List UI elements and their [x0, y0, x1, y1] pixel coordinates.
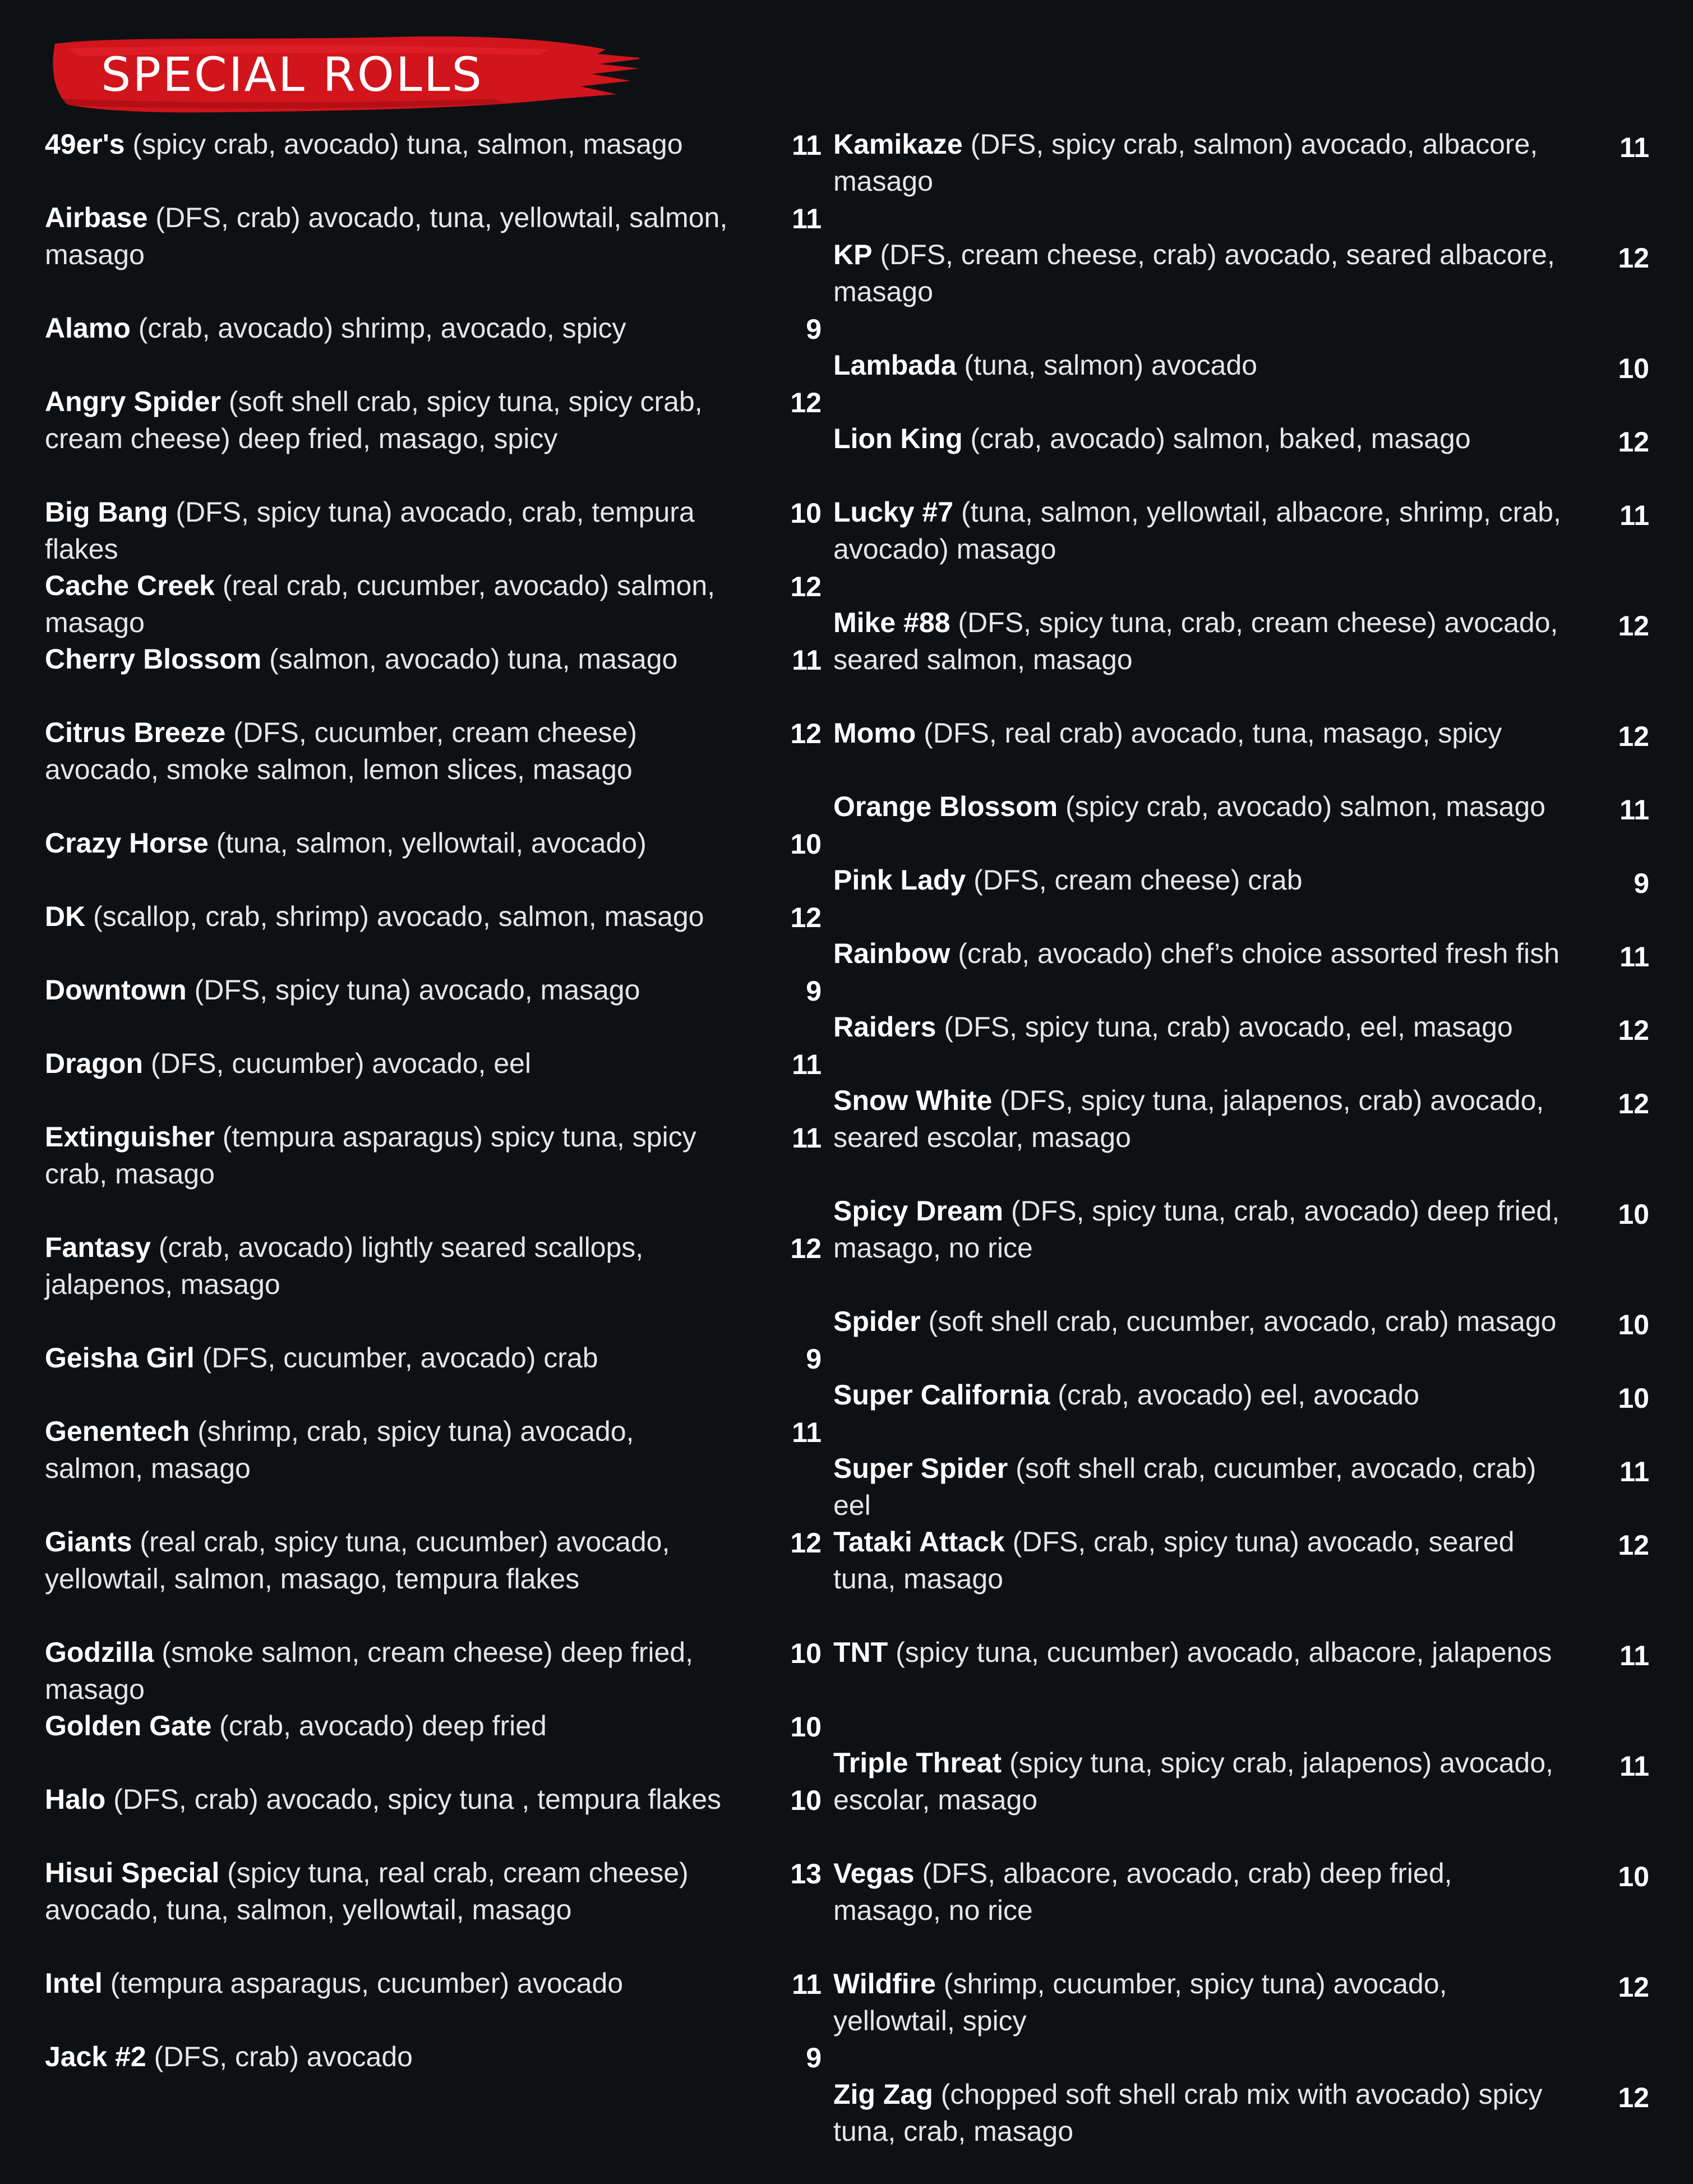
- menu-item: [833, 1376, 1649, 1413]
- item-description: (spicy tuna, cucumber) avocado, albacore, jalapenos: [896, 1637, 1552, 1668]
- item-description: (DFS, cucumber) avocado, eel: [150, 1048, 531, 1079]
- item-price: 10: [790, 828, 822, 860]
- item-description: (tempura asparagus) spicy tuna, spicy crab, masago: [45, 1121, 696, 1190]
- menu-item: [833, 1744, 1649, 1818]
- item-name: Wildfire: [833, 1968, 936, 1999]
- menu-item: [833, 604, 1649, 678]
- item-price: 10: [1618, 1199, 1649, 1230]
- item-price: 11: [792, 1417, 822, 1448]
- item-price: 12: [790, 718, 822, 749]
- item-price: 10: [1618, 1309, 1649, 1340]
- item-description: (DFS, spicy tuna, crab) avocado, eel, masago: [944, 1011, 1513, 1043]
- item-name: Momo: [833, 717, 916, 749]
- item-name: Mike #88: [833, 607, 951, 638]
- item-description: (DFS, crab) avocado, spicy tuna , tempura flakes: [113, 1784, 722, 1815]
- item-name: Halo: [45, 1784, 106, 1815]
- item-price: 12: [1618, 1529, 1649, 1561]
- item-description: (crab, avocado) eel, avocado: [1058, 1379, 1419, 1411]
- menu-item: [45, 126, 822, 163]
- item-price: 11: [792, 1049, 822, 1080]
- item-description: (spicy tuna, spicy crab, jalapenos) avocado, escolar, masago: [833, 1747, 1553, 1816]
- item-name: Giants: [45, 1526, 132, 1558]
- item-name: Tataki Attack: [833, 1526, 1005, 1558]
- item-price: 12: [1618, 242, 1649, 274]
- item-description: (soft shell crab, cucumber, avocado, crab) masago: [928, 1306, 1557, 1337]
- item-description: (shrimp, crab, spicy tuna) avocado, salmon, masago: [45, 1416, 634, 1484]
- menu-item: [45, 971, 822, 1008]
- item-name: Geisha Girl: [45, 1342, 195, 1374]
- item-price: 11: [1620, 1456, 1649, 1487]
- item-price: 10: [790, 1785, 822, 1816]
- menu-item: [45, 1781, 822, 1818]
- menu-item: [833, 236, 1649, 310]
- item-name: Intel: [45, 1968, 103, 1999]
- item-price: 11: [1620, 132, 1649, 163]
- item-name: Spider: [833, 1306, 921, 1337]
- item-name: Jack #2: [45, 2041, 146, 2072]
- item-name: Cache Creek: [45, 570, 215, 601]
- item-name: Lucky #7: [833, 496, 954, 528]
- menu-item: [45, 1229, 822, 1303]
- item-description: (salmon, avocado) tuna, masago: [269, 643, 678, 675]
- item-description: (DFS, cream cheese, crab) avocado, seared albacore, masago: [833, 239, 1555, 307]
- item-price: 12: [1618, 721, 1649, 752]
- item-description: (DFS, crab, spicy tuna) avocado, seared tuna, masago: [833, 1526, 1515, 1595]
- menu-item: [45, 310, 822, 347]
- item-price: 11: [792, 130, 822, 161]
- item-description: (DFS, crab) avocado: [154, 2041, 413, 2072]
- item-description: (crab, avocado) lightly seared scallops, jalapenos, masago: [45, 1232, 644, 1300]
- item-description: (DFS, cucumber, cream cheese) avocado, smoke salmon, lemon slices, masago: [45, 717, 637, 785]
- item-description: (DFS, spicy tuna, crab, avocado) deep fried, masago, no rice: [833, 1195, 1560, 1264]
- item-name: Downtown: [45, 974, 187, 1006]
- item-description: (DFS, spicy tuna) avocado, crab, tempura flakes: [45, 496, 695, 565]
- menu-item: [833, 1855, 1649, 1929]
- menu-item: [833, 1634, 1649, 1671]
- item-name: Crazy Horse: [45, 827, 209, 859]
- menu-item: [45, 1965, 822, 2002]
- item-name: Cherry Blossom: [45, 643, 262, 675]
- item-description: (DFS, spicy tuna) avocado, masago: [194, 974, 640, 1006]
- item-price: 11: [792, 644, 822, 676]
- item-name: Golden Gate: [45, 1710, 212, 1741]
- item-price: 12: [1618, 426, 1649, 458]
- item-description: (DFS, real crab) avocado, tuna, masago, spicy: [924, 717, 1502, 749]
- item-description: (soft shell crab, cucumber, avocado, crab) eel: [833, 1453, 1537, 1521]
- item-description: (smoke salmon, cream cheese) deep fried, masago: [45, 1637, 694, 1705]
- menu-item: [45, 1339, 822, 1376]
- item-price: 9: [1634, 868, 1649, 899]
- item-name: Kamikaze: [833, 128, 963, 160]
- item-name: Pink Lady: [833, 864, 966, 896]
- menu-item: [833, 1450, 1649, 1524]
- item-price: 12: [790, 1233, 822, 1264]
- menu-item: [45, 383, 822, 457]
- item-description: (crab, avocado) chef’s choice assorted fresh fish: [958, 938, 1560, 969]
- item-description: (spicy crab, avocado) salmon, masago: [1065, 791, 1546, 822]
- item-price: 12: [790, 902, 822, 933]
- item-name: Vegas: [833, 1858, 915, 1889]
- item-description: (shrimp, cucumber, spicy tuna) avocado, yellowtail, spicy: [833, 1968, 1447, 2036]
- item-name: Super California: [833, 1379, 1050, 1411]
- item-price: 12: [790, 1527, 822, 1559]
- menu-item: [833, 2076, 1649, 2150]
- item-name: Raiders: [833, 1011, 937, 1043]
- item-name: Lambada: [833, 349, 957, 381]
- item-name: Spicy Dream: [833, 1195, 1003, 1227]
- menu-item: [833, 935, 1649, 972]
- section-title: SPECIAL ROLLS: [101, 47, 483, 102]
- menu-item: [833, 420, 1649, 457]
- item-description: (DFS, cream cheese) crab: [974, 864, 1303, 896]
- item-description: (DFS, spicy tuna, jalapenos, crab) avocado, seared escolar, masago: [833, 1085, 1544, 1153]
- item-description: (soft shell crab, spicy tuna, spicy crab, cream cheese) deep fried, masago, spicy: [45, 386, 703, 454]
- item-price: 12: [790, 571, 822, 602]
- menu-item: [45, 1523, 822, 1597]
- item-name: Rainbow: [833, 938, 951, 969]
- item-price: 9: [806, 1343, 822, 1375]
- item-name: Alamo: [45, 312, 131, 344]
- item-name: Fantasy: [45, 1232, 151, 1263]
- item-price: 11: [1620, 1750, 1649, 1782]
- item-description: (DFS, albacore, avocado, crab) deep fried, masago, no rice: [833, 1858, 1452, 1926]
- item-price: 10: [790, 1711, 822, 1743]
- item-name: Angry Spider: [45, 386, 221, 417]
- menu-item: [833, 126, 1649, 200]
- menu-item: [833, 861, 1649, 899]
- menu-item: [833, 1082, 1649, 1156]
- item-name: TNT: [833, 1637, 888, 1668]
- menu-item: [45, 567, 822, 641]
- item-price: 11: [792, 203, 822, 234]
- item-description: (real crab, cucumber, avocado) salmon, masago: [45, 570, 716, 638]
- item-price: 10: [790, 497, 822, 529]
- item-price: 11: [1620, 500, 1649, 531]
- item-description: (spicy tuna, real crab, cream cheese) avocado, tuna, salmon, yellowtail, masago: [45, 1857, 689, 1925]
- item-description: (DFS, crab) avocado, tuna, yellowtail, salmon, masago: [45, 202, 728, 270]
- item-name: Citrus Breeze: [45, 717, 226, 748]
- menu-item: [45, 1045, 822, 1082]
- item-description: (scallop, crab, shrimp) avocado, salmon, masago: [93, 901, 704, 932]
- item-name: Dragon: [45, 1048, 143, 1079]
- menu-item: [45, 824, 822, 861]
- menu-item: [833, 1192, 1649, 1266]
- item-description: (DFS, spicy tuna, crab, cream cheese) avocado, seared salmon, masago: [833, 607, 1558, 675]
- item-description: (tuna, salmon, yellowtail, albacore, shrimp, crab, avocado) masago: [833, 496, 1561, 565]
- item-price: 12: [1618, 1015, 1649, 1046]
- menu-item: [45, 1634, 822, 1708]
- menu-item: [833, 1965, 1649, 2039]
- item-price: 10: [1618, 1861, 1649, 1892]
- menu-item: [45, 1118, 822, 1192]
- item-price: 9: [806, 2042, 822, 2074]
- item-price: 11: [1620, 794, 1649, 826]
- item-price: 10: [1618, 353, 1649, 384]
- item-price: 11: [1620, 1640, 1649, 1671]
- item-name: Genentech: [45, 1416, 190, 1447]
- item-name: Airbase: [45, 202, 148, 233]
- item-price: 11: [1620, 941, 1649, 973]
- item-name: Lion King: [833, 423, 963, 454]
- item-description: (real crab, spicy tuna, cucumber) avocado, yellowtail, salmon, masago, tempura flakes: [45, 1526, 670, 1595]
- menu-item: [45, 494, 822, 568]
- item-name: Super Spider: [833, 1453, 1008, 1484]
- item-description: (tuna, salmon, yellowtail, avocado): [216, 827, 647, 859]
- item-name: Hisui Special: [45, 1857, 220, 1888]
- menu-item: [45, 641, 822, 678]
- item-price: 12: [1618, 1971, 1649, 2003]
- menu-item: [45, 898, 822, 935]
- menu-item: [45, 1854, 822, 1928]
- item-price: 12: [1618, 610, 1649, 642]
- menu-item: [833, 715, 1649, 752]
- item-price: 11: [792, 1122, 822, 1154]
- item-description: (spicy crab, avocado) tuna, salmon, masago: [132, 128, 683, 160]
- item-price: 12: [1618, 1088, 1649, 1119]
- item-name: Godzilla: [45, 1637, 154, 1668]
- item-price: 13: [790, 1858, 822, 1890]
- menu-item: [833, 1303, 1649, 1340]
- menu-item: [833, 1523, 1649, 1597]
- menu-item: [45, 1707, 822, 1744]
- item-price: 10: [1618, 1383, 1649, 1414]
- item-name: Snow White: [833, 1085, 993, 1116]
- menu-item: [45, 2038, 822, 2075]
- item-price: 10: [790, 1638, 822, 1669]
- menu-item: [45, 1413, 822, 1487]
- item-description: (crab, avocado) salmon, baked, masago: [970, 423, 1471, 454]
- item-name: Triple Threat: [833, 1747, 1002, 1778]
- item-description: (crab, avocado) shrimp, avocado, spicy: [138, 312, 626, 344]
- menu-item: [833, 1008, 1649, 1045]
- section-header: [45, 33, 639, 117]
- item-name: 49er's: [45, 128, 125, 160]
- item-name: DK: [45, 901, 86, 932]
- menu-item: [833, 788, 1649, 825]
- item-description: (crab, avocado) deep fried: [219, 1710, 547, 1741]
- menu-item: [833, 494, 1649, 568]
- item-description: (chopped soft shell crab mix with avocado) spicy tuna, crab, masago: [833, 2079, 1543, 2147]
- item-description: (tuna, salmon) avocado: [964, 349, 1257, 381]
- item-description: (DFS, spicy crab, salmon) avocado, albacore, masago: [833, 128, 1538, 197]
- item-price: 12: [790, 387, 822, 418]
- item-name: Orange Blossom: [833, 791, 1058, 822]
- item-description: (tempura asparagus, cucumber) avocado: [110, 1968, 624, 1999]
- item-price: 9: [806, 975, 822, 1007]
- item-name: KP: [833, 239, 873, 270]
- item-description: (DFS, cucumber, avocado) crab: [202, 1342, 598, 1374]
- item-name: Zig Zag: [833, 2079, 933, 2110]
- item-price: 12: [1618, 2082, 1649, 2113]
- item-name: Extinguisher: [45, 1121, 215, 1153]
- menu-item: [45, 714, 822, 788]
- item-price: 9: [806, 314, 822, 345]
- item-name: Big Bang: [45, 496, 168, 528]
- item-price: 11: [792, 1969, 822, 2000]
- menu-item: [45, 199, 822, 273]
- menu-item: [833, 347, 1649, 384]
